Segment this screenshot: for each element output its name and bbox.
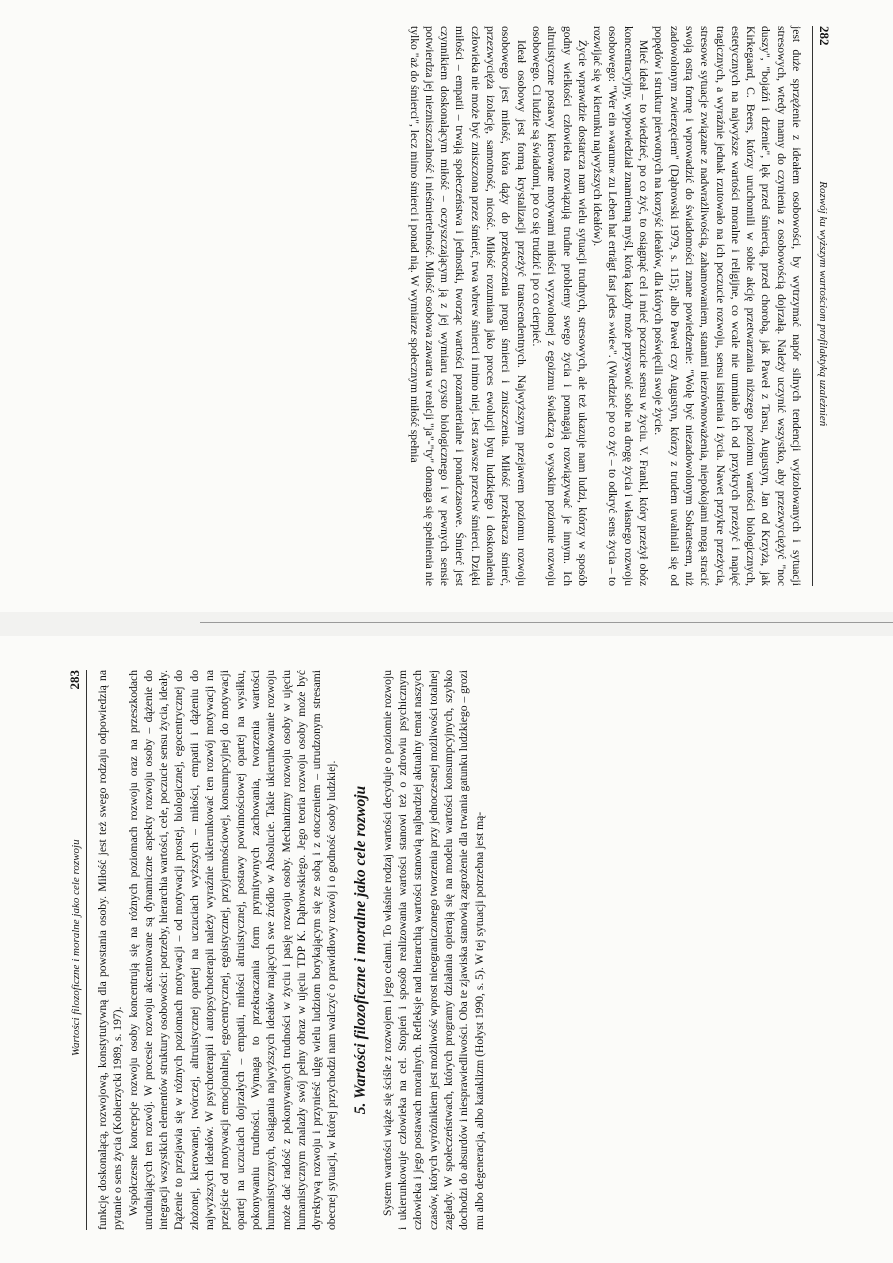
page-283 bbox=[0, 636, 893, 1263]
page-number: 282 bbox=[816, 26, 832, 46]
paragraph: Współczesne koncepcje rozwoju osoby koncentrują się na różnych poziomach rozwoju oraz na przeszkodach utrudniających ten rozwój. W procesie rozwoju akcentowane są dynamiczne aspekty rozwoju osoby – dążenie do integracji wszystkich elementów struktury osobowości: potrzeby, hierarchia wartości, cele, poczucie sensu życia, ideały. Dążenie to przejawia się w różnych poziomach motywacji – od motywacji prostej, biologicznej, egocentrycznej do złożonej, kierowanej, twórczej, altruistycznej opartej na uczuciach wyższych – miłości, empatii i dążeniu do najwyższych ideałów. W psychoterapii i autopsychoterapii należy wyraźnie ukierunkować ten rozwój motywacji na przejście od motywacji emocjonalnej, egocentrycznej, egoistycznej, przyjemnościowej, konsumpcyjnej do motywacji opartej na uczuciach dojrzałych – empatii, miłości altruistycznej, postawy powinnościowej opartej na wysiłku, pokonywaniu trudności. Wymaga to przekraczania form prymitywnych zachowania, tworzenia wartości humanistycznych, osiągania najwyższych ideałów mających swe źródło w Absolucie. Takie ukierunkowanie rozwoju może dać radość z pokonywanych trudności w życiu i pasję rozwoju osoby. Mechanizmy rozwoju osoby w ujęciu humanistycznym znalazły swój pełny obraz w ujęciu TDP K. Dąbrowskiego. Jego teoria rozwoju osoby może być dyrektywą rozwoju i przynieść ulgę wielu ludziom borykającym się ze sobą i z otoczeniem – utrudzonym stresami obecnej sytuacji, w której przychodzi nam walczyć o prawidłowy rozwój i o godność osoby ludzkiej. bbox=[126, 669, 338, 1230]
section-heading: 5. Wartości filozoficzne i moralne jako cele rozwoju bbox=[351, 785, 369, 1114]
page-282 bbox=[0, 0, 893, 612]
paragraph: Mieć ideał – to wiedzieć, po co żyć, to osiągnąć cel i mieć poczucie sensu w życiu. V. Frankl, który przeżył obóz koncentracyjny, wypowiedział znamienną myśl, którą każdy może przyswoić sobie na drogę życia i własnego rozwoju osobowego: "Wer ein »warum« zu Leben hat erträgt fast jedes »wie«". (Wiedzieć po co żyć – to odkryć sens życia – to rozwijać się w kierunku najwyższych ideałów). bbox=[590, 26, 650, 586]
page-number: 283 bbox=[66, 669, 82, 690]
page-divider bbox=[0, 612, 893, 636]
page-282-header bbox=[812, 26, 832, 586]
paragraph: Ideał osobowy jest formą krystalizacji przeżyć transcendentnych. Najwyższym przejawem poziomu rozwoju osobowego jest miłość, która dąży do przekroczenia progu śmierci i zniszczenia. Miłość przekracza śmierć, przezwycięża izolację, samotność, nicość. Miłość rozumiana jako proces ewolucji bytu ludzkiego i doskonalenia człowieka nie może być zniszczona przez śmierć, trwa wbrew śmierci i mimo niej. Jest zawsze przeciw śmierci. Dzięki miłości – empatii – trwają społeczeństwa i jednostki, tworząc wartości pozamaterialne i ponadczasowe. Śmierć jest czynnikiem doskonalącym miłość – oczyszczającym ją z jej wymiaru czysto biologicznego i w pewnych sensie potwierdza jej niezniszczalność i nieśmiertelność. Miłość osobowa zawarta w realcji "ja"-"ty" domaga się spełnienia nie tylko "aż do śmierci", lecz mimo śmierci i ponad nią. W wymiarze społecznym miłość spełnia bbox=[407, 26, 528, 586]
page-282-content bbox=[62, 26, 832, 586]
running-title: Wartości filozoficzne i moralne jako cele rozwoju bbox=[69, 838, 82, 1056]
paragraph: jest duże sprzężenie z ideałem osobowości, by wytrzymać napór silnych tendencji wyizolowanych i sytuacji stresowych, wtedy mamy do czynienia z osobowością dojrzałą. Należy uczynić wszystko, aby przezwyciężyć "noc duszy", "bojaźń i drżenie", lęk przed śmiercią, przed chorobą, jak Paweł z Tarsu, Augustyn, Jan od Krzyża, jak Kirkegaard, C. Beers, którzy uruchomili w sobie akcję przetwarzania niższego poziomu wartości biologicznych, estetycznych na najwyższe wartości moralne i religijne, co wcale nie umniało ich od przykrych przeżyć i napięć tragicznych, a wyraźnie jednak rzutowało na ich poczucie rozwoju, sensu istnienia i życia. Nawet przykre przeżycia, stresowe sytuacje związane z nadwrażliwością, zahamowaniem, stanami niezrównoważenia, niepokojami mogą stracić swoją ostrą formę i wprowadzić do świadomości znane powiedzenie: "Wolę być niezadowolonym Sokratesem, niż zadowolonym zwierzęciem" (Dąbrowski 1979, s. 115); albo Paweł czy Augustyn, którzy z trudem uwalniali się od popędów i struktur pierwotnych na korzyść ideałów, dla których poświęcili swoje życie. bbox=[651, 26, 803, 586]
paragraph: Życie wprawdzie dostarcza nam wielu sytuacji trudnych, stresowych, ale też ukazuje nam ludzi, którzy w sposób godny wielkości człowieka rozwiązują trudne problemy swego życia i pomagają rozwiązywać je innym. Ich altruistyczne postawy kierowane motywami miłości wyzwolonej z egoizmu świadczą o wysokim poziomie rozwoju osobowego. Ci ludzie są świadomi, po co się trudzić i po co cierpieć. bbox=[529, 26, 589, 586]
running-title: Rozwój ku wyższym wartościom profilaktyką uzależnień bbox=[816, 181, 829, 427]
page-283-content bbox=[67, 670, 827, 1230]
paragraph: System wartości wiąże się ściśle z rozwojem i jego celami. To właśnie rodzaj wartości decyduje o poziomie rozwoju i ukierunkowuje człowieka na cel. Stopień i sposób realizowania wartości stanowi też o zdrowiu psychicznym człowieka i jego postawach moralnych. Refleksje nad hierarchią wartości stanowią najbardziej aktualny temat naszych czasów, których wyróżnikiem jest możliwość wprost nieograniczonego tworzenia przy jednoczesnej możliwości totalnej zagłady. W społeczeństwach, których programy działania opierają się na modelu wartości konsumpcyjnych, szybko dochodzi do absurdów i niesprawiedliwości. Oba te zjawiska stanowią zagrożenie dla trwania gatunku ludzkiego – grozi mu albo degeneracja, albo kataklizm (Hołyst 1990, s. 5). W tej sytuacji potrzebna jest mą- bbox=[380, 669, 486, 1230]
page-283-header bbox=[67, 670, 87, 1230]
paragraph: funkcję doskonalącą, rozwojową, konstytutywną dla powstania osoby. Miłość jest też swego rodzaju odpowiedzią na pytanie o sens życia (Kobierzycki 1989, s. 197). bbox=[95, 669, 124, 1230]
